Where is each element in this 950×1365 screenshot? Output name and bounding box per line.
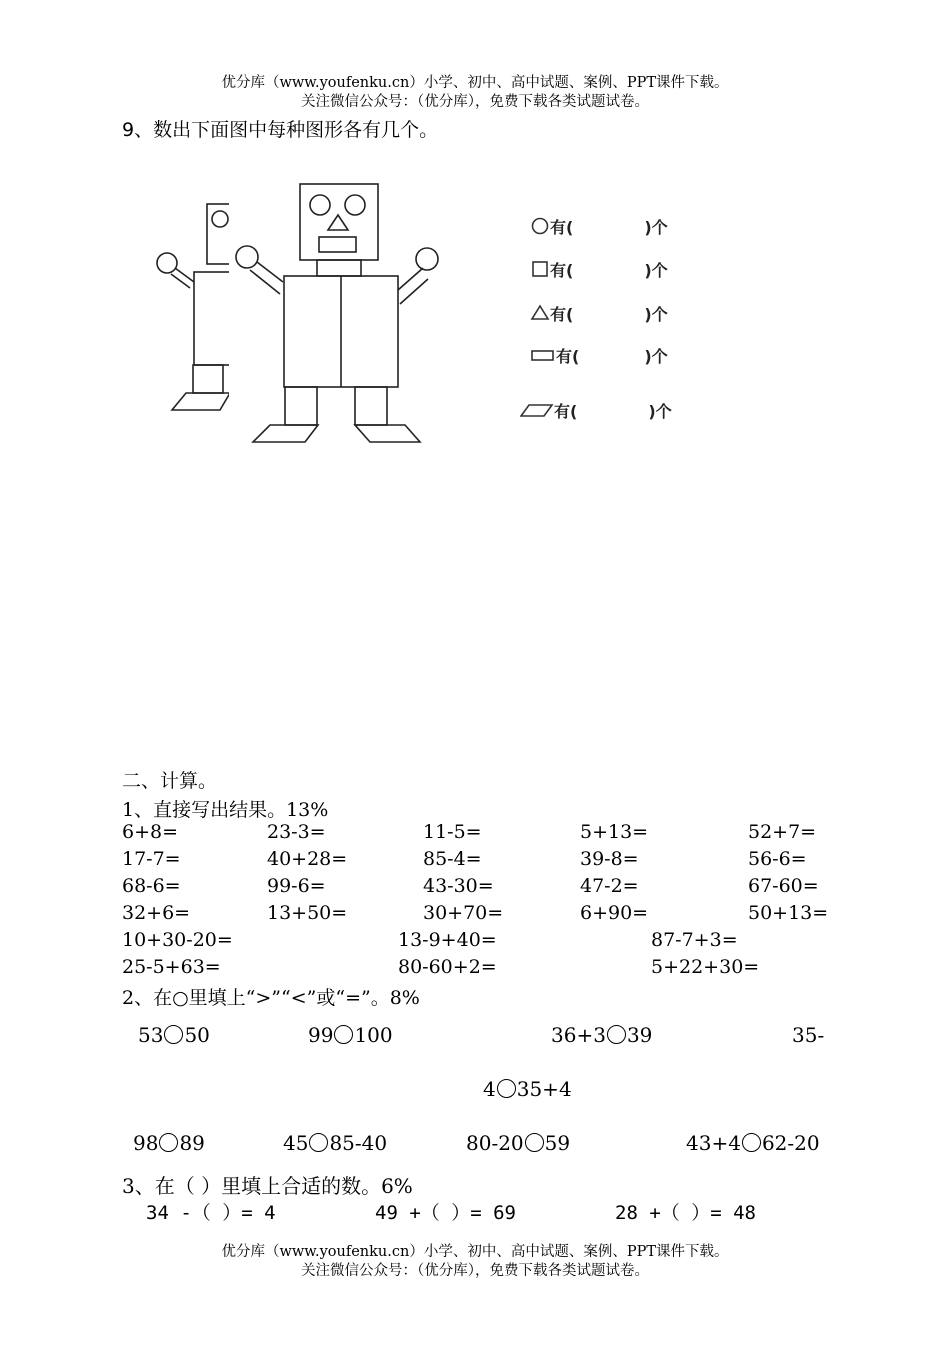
calc-item: 50+13=	[748, 902, 829, 924]
fill-blank-item[interactable]: 49 +（ ）= 69	[375, 1202, 516, 1224]
shape-close: )个	[644, 261, 668, 280]
compare-left: 43+4	[686, 1131, 741, 1155]
calc-item: 5+13=	[580, 821, 649, 843]
shape-row-square	[530, 258, 668, 281]
compare-item	[466, 1131, 570, 1155]
compare-item	[483, 1077, 572, 1101]
fill-blank-item[interactable]: 34 -（ ）= 4	[146, 1202, 276, 1224]
part-2-title: 2、在○里填上“>”“<”或“=”。8%	[122, 987, 420, 1009]
header-line-1: 优分库（www.youfenku.cn）小学、初中、高中试题、案例、PPT课件下载。	[221, 75, 729, 91]
compare-left: 80-20	[466, 1131, 524, 1155]
calc-item: 13+50=	[267, 902, 348, 924]
header-line-2: 关注微信公众号：（优分库），免费下载各类试题试卷。	[301, 94, 649, 110]
compare-left: 45	[283, 1131, 309, 1155]
compare-right: 50	[184, 1023, 210, 1047]
shape-close: )个	[644, 218, 668, 237]
robot-head	[300, 184, 378, 260]
compare-right: 59	[544, 1131, 571, 1155]
part-1-title: 1、直接写出结果。13%	[122, 799, 329, 821]
shape-label: 有(	[550, 305, 574, 324]
calc-item: 43-30=	[423, 875, 494, 897]
calc-item: 47-2=	[580, 875, 639, 897]
calc-item: 80-60+2=	[398, 956, 497, 978]
shape-row-triangle	[530, 302, 668, 325]
shape-label: 有(	[550, 218, 574, 237]
blank-circle-icon[interactable]	[159, 1133, 178, 1152]
shape-close: )个	[644, 305, 668, 324]
compare-right: 35+4	[516, 1077, 572, 1101]
compare-item	[283, 1131, 387, 1155]
calc-item: 30+70=	[423, 902, 504, 924]
shape-label: 有(	[550, 261, 574, 280]
calc-row	[0, 821, 950, 847]
compare-left: 4	[483, 1077, 496, 1101]
shape-row-circle	[530, 215, 668, 238]
section-2-title: 二、计算。	[122, 770, 218, 792]
robot-figure	[150, 178, 460, 450]
compare-left: 53	[138, 1023, 164, 1047]
shape-close: )个	[648, 402, 672, 421]
part-3-title: 3、在（ ）里填上合适的数。6%	[122, 1174, 413, 1198]
calc-row	[0, 875, 950, 901]
compare-left: 98	[133, 1131, 159, 1155]
parallelogram-icon	[520, 400, 554, 420]
calc-item: 52+7=	[748, 821, 817, 843]
robot-eye-left	[310, 195, 330, 215]
robot-mouth	[319, 237, 356, 252]
footer-line-1: 优分库（www.youfenku.cn）小学、初中、高中试题、案例、PPT课件下载。	[221, 1244, 729, 1260]
robot-eye-right	[345, 195, 365, 215]
compare-item	[133, 1131, 205, 1155]
compare-item	[551, 1023, 652, 1047]
compare-left: 36+3	[551, 1023, 606, 1047]
robot-nose	[328, 215, 348, 230]
blank-circle-icon[interactable]	[525, 1133, 544, 1152]
calc-item: 11-5=	[423, 821, 482, 843]
calc-row	[0, 848, 950, 874]
question-9-title: 9、数出下面图中每种图形各有几个。	[122, 119, 439, 141]
circle-icon	[530, 216, 550, 236]
calc-item: 6+8=	[122, 821, 179, 843]
compare-right: 62-20	[761, 1131, 820, 1155]
shape-row-parallelogram	[520, 399, 672, 422]
calc-item: 87-7+3=	[651, 929, 738, 951]
robot-foot-right	[355, 425, 420, 442]
calc-item: 13-9+40=	[398, 929, 497, 951]
compare-item	[308, 1023, 393, 1047]
calc-item: 67-60=	[748, 875, 819, 897]
triangle-icon	[530, 303, 550, 323]
compare-wrap-start: 35-	[792, 1023, 825, 1047]
compare-right: 89	[179, 1131, 205, 1155]
calc-item: 56-6=	[748, 848, 807, 870]
shape-label: 有(	[556, 347, 580, 366]
blank-circle-icon[interactable]	[309, 1133, 328, 1152]
calc-item: 85-4=	[423, 848, 482, 870]
compare-item	[686, 1131, 820, 1155]
compare-right: 100	[354, 1023, 393, 1047]
compare-right: 85-40	[329, 1131, 388, 1155]
robot-leg-right	[355, 387, 387, 425]
calc-item: 6+90=	[580, 902, 649, 924]
robot-neck	[317, 260, 361, 276]
calc-item: 40+28=	[267, 848, 348, 870]
blank-circle-icon[interactable]	[607, 1025, 626, 1044]
calc-item: 23-3=	[267, 821, 326, 843]
compare-left: 99	[308, 1023, 334, 1047]
calc-item: 68-6=	[122, 875, 181, 897]
calc-item: 39-8=	[580, 848, 639, 870]
calc-item: 17-7=	[122, 848, 181, 870]
blank-circle-icon[interactable]	[497, 1079, 516, 1098]
calc-item: 5+22+30=	[651, 956, 760, 978]
rectangle-icon	[530, 345, 556, 365]
calc-row	[0, 902, 950, 928]
calc-item: 99-6=	[267, 875, 326, 897]
calc-item: 32+6=	[122, 902, 191, 924]
shape-close: )个	[644, 347, 668, 366]
robot-leg-left	[285, 387, 317, 425]
robot-hand-right	[416, 248, 438, 270]
blank-circle-icon[interactable]	[334, 1025, 353, 1044]
compare-right: 39	[626, 1023, 653, 1047]
calc-row	[0, 956, 950, 982]
square-icon	[530, 259, 550, 279]
blank-circle-icon[interactable]	[164, 1025, 183, 1044]
compare-item	[138, 1023, 210, 1047]
calc-item: 10+30-20=	[122, 929, 233, 951]
blank-circle-icon[interactable]	[742, 1133, 761, 1152]
shape-label: 有(	[554, 402, 578, 421]
calc-item: 25-5+63=	[122, 956, 221, 978]
shape-row-rectangle	[530, 344, 668, 367]
footer-line-2: 关注微信公众号：（优分库），免费下载各类试题试卷。	[301, 1263, 649, 1279]
calc-row	[0, 929, 950, 955]
fill-blank-item[interactable]: 28 +（ ）= 48	[615, 1202, 756, 1224]
